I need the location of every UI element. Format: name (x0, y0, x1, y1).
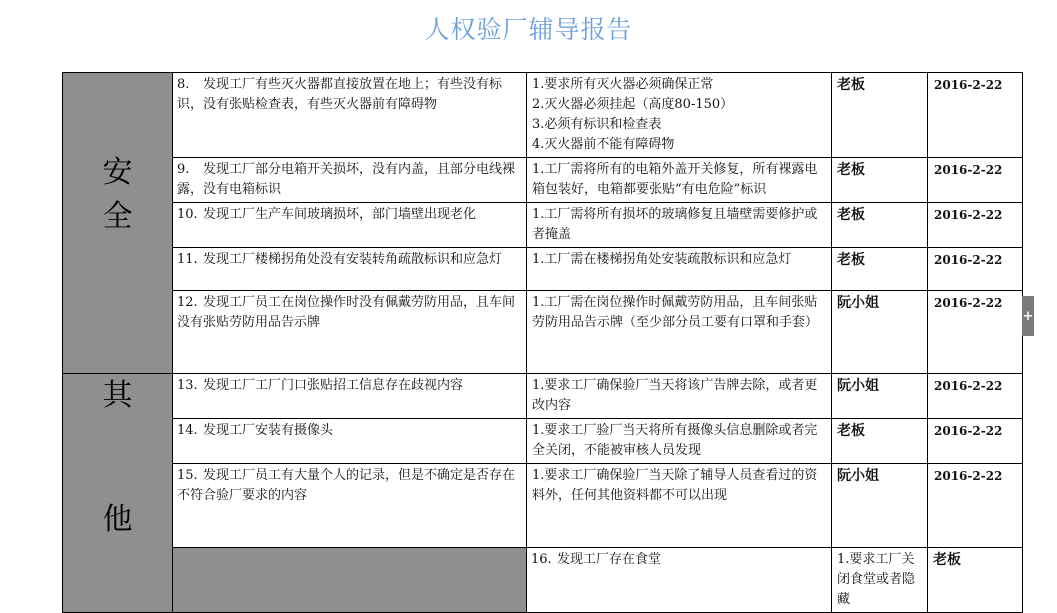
responsible-cell: 阮小姐 (832, 291, 928, 374)
responsible-cell: 阮小姐 (832, 464, 928, 548)
date-cell: 2016-2-22 (928, 158, 1023, 203)
table-row (63, 374, 1023, 419)
responsible-cell: 老板 (832, 419, 928, 464)
date-cell: 2016-2-22 (928, 73, 1023, 158)
responsible-cell: 老板 (832, 203, 928, 248)
issue-cell (173, 203, 527, 248)
fix-line: 2.灭火器必须挂起（高度80-150） (532, 97, 734, 112)
fix-line: 1.工厂需在岗位操作时佩戴劳防用品，且车间张贴劳防用品告示牌（至少部分员工要有口罩和手套） (532, 295, 819, 330)
issue-cell (173, 464, 527, 548)
date-cell: 2016-2-22 (928, 374, 1023, 419)
date-cell: 2016-2-22 (928, 464, 1023, 548)
expand-plus-icon[interactable]: + (1022, 296, 1034, 336)
issue-text: 发现工厂有些灭火器都直接放置在地上；有些没有标识，没有张贴检查表，有些灭火器前有障碍物 (177, 77, 503, 112)
issue-cell (527, 548, 832, 613)
fix-cell (527, 203, 832, 248)
fix-line: 1.要求工厂确保验厂当天将该广告牌去除，或者更改内容 (532, 378, 818, 413)
fix-line: 1.要求工厂关闭食堂或者隐藏 (837, 552, 916, 607)
fix-line: 1.要求工厂验厂当天将所有摄像头信息删除或者完全关闭，不能被审核人员发现 (532, 423, 818, 458)
category-cell-safety (63, 73, 173, 374)
issue-cell (173, 158, 527, 203)
category-char: 他 (102, 502, 133, 537)
issue-text: 发现工厂生产车间玻璃损坏，部门墙壁出现老化 (203, 207, 477, 222)
fix-cell (527, 248, 832, 291)
issue-cell (173, 73, 527, 158)
table-row (63, 158, 1023, 203)
fix-cell (527, 73, 832, 158)
fix-line: 1.要求工厂确保验厂当天除了辅导人员查看过的资料外，任何其他资料都不可以出现 (532, 468, 818, 503)
category-char: 其 (102, 378, 133, 413)
responsible-cell: 阮小姐 (832, 374, 928, 419)
issue-cell (173, 374, 527, 419)
category-cell-continued (173, 548, 527, 613)
table-row (63, 291, 1023, 374)
item-number: 16. (531, 552, 552, 567)
fix-line: 4.灭火器前不能有障碍物 (532, 137, 675, 152)
fix-line: 1.要求所有灭火器必须确保正常 (532, 77, 714, 92)
issue-text: 发现工厂员工有大量个人的记录，但是不确定是否存在不符合验厂要求的内容 (177, 468, 516, 503)
category-cell-other (63, 374, 173, 613)
responsible-cell: 老板 (832, 73, 928, 158)
issue-text: 发现工厂楼梯拐角处没有安装转角疏散标识和应急灯 (203, 252, 503, 267)
item-number: 9. (177, 162, 190, 177)
table-row (63, 73, 1023, 158)
fix-cell (527, 419, 832, 464)
item-number: 10. (177, 207, 198, 222)
fix-line: 3.必须有标识和检查表 (532, 117, 662, 132)
fix-line: 1.工厂需将所有损坏的玻璃修复且墙壁需要修护或者掩盖 (532, 207, 818, 242)
table-row (63, 248, 1023, 291)
issue-text: 发现工厂安装有摄像头 (203, 423, 334, 438)
issue-text: 发现工厂工厂门口张贴招工信息存在歧视内容 (203, 378, 464, 393)
audit-table (62, 72, 1023, 613)
item-number: 11. (177, 252, 198, 267)
fix-line: 1.工厂需在楼梯拐角处安装疏散标识和应急灯 (532, 252, 792, 267)
item-number: 12. (177, 295, 198, 310)
fix-cell (527, 374, 832, 419)
issue-cell (173, 291, 527, 374)
date-cell: 2016-2-22 (928, 291, 1023, 374)
item-number: 14. (177, 423, 198, 438)
date-cell: 2016-2-22 (928, 248, 1023, 291)
issue-cell (173, 248, 527, 291)
fix-cell (527, 291, 832, 374)
fix-cell (832, 548, 928, 613)
issue-text: 发现工厂员工在岗位操作时没有佩戴劳防用品，且车间没有张贴劳防用品告示牌 (177, 295, 516, 330)
fix-line: 1.工厂需将所有的电箱外盖开关修复，所有裸露电箱包装好，电箱都要张贴“有电危险”标识 (532, 162, 818, 197)
table-row (63, 419, 1023, 464)
item-number: 8. (177, 77, 190, 92)
item-number: 13. (177, 378, 198, 393)
issue-text: 发现工厂存在食堂 (557, 552, 662, 567)
fix-cell (527, 464, 832, 548)
item-number: 15. (177, 468, 198, 483)
issue-text: 发现工厂部分电箱开关损坏，没有内盖，且部分电线裸露，没有电箱标识 (177, 162, 516, 197)
responsible-cell: 老板 (832, 248, 928, 291)
issue-cell (173, 419, 527, 464)
report-title: 人权验厂辅导报告 (424, 15, 633, 44)
date-cell: 2016-2-22 (928, 419, 1023, 464)
table-row (63, 464, 1023, 548)
table-row (63, 203, 1023, 248)
responsible-cell: 老板 (832, 158, 928, 203)
table-row (63, 548, 1023, 613)
category-char: 全 (102, 199, 133, 234)
date-cell: 2016-2-22 (928, 203, 1023, 248)
category-char: 安 (102, 155, 133, 190)
fix-cell (527, 158, 832, 203)
responsible-cell: 老板 (928, 548, 1023, 613)
